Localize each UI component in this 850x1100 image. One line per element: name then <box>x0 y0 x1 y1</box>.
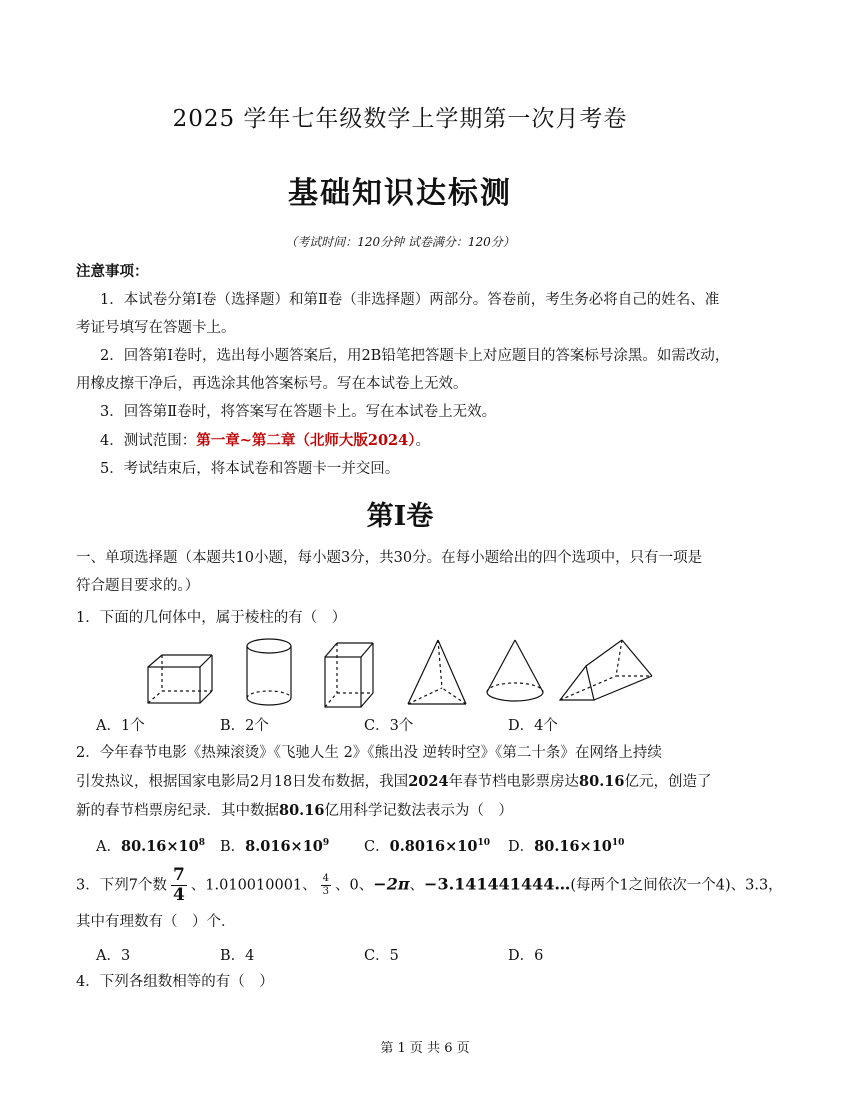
q3-frac2-numerator: 4 <box>322 873 330 884</box>
q3-fraction-4-3 <box>321 874 331 897</box>
q3-num-7: (每两个1之间依次一个4)、3.3， <box>570 877 783 894</box>
note-2-line-1: 2．回答第Ⅰ卷时，选出每小题答案后，用2B铅笔把答题卡上对应题目的答案标号涂黑。如需改动， <box>100 348 730 364</box>
q2-amount-2: 80.16 <box>279 802 325 819</box>
q2-year: 2024 <box>408 773 449 790</box>
q2-option-c-exp: 10 <box>477 838 490 849</box>
q2-line-2-e: 亿元，创造了 <box>624 774 712 790</box>
exam-info: （考试时间：120分钟 试卷满分：120分） <box>285 235 515 249</box>
q1-option-a[interactable]: A．1个 <box>96 718 145 734</box>
q1-stem: 1．下面的几何体中，属于棱柱的有（ ） <box>76 610 347 626</box>
q2-line-3-a: 新的春节档票房纪录．其中数据 <box>76 803 279 819</box>
q2-option-d-base: 80.16×10 <box>534 838 612 855</box>
q2-option-d-exp: 10 <box>611 838 625 849</box>
q2-option-a-exp: 8 <box>198 838 205 849</box>
q2-line-3 <box>76 801 513 821</box>
note-4-suffix: 。 <box>415 433 430 449</box>
q3-sep-1: 、 <box>302 877 317 894</box>
q3-option-a[interactable]: A．3 <box>96 948 131 964</box>
notes-heading: 注意事项： <box>76 263 149 280</box>
q2-option-c-letter: C． <box>364 839 390 855</box>
q3-num-5: 、 <box>409 877 425 894</box>
part1-line-1: 一、单项选择题（本题共10小题，每小题3分，共30分。在每小题给出的四个选项中，只有一项是 <box>76 550 703 566</box>
q3-num-3: 、0、 <box>335 877 374 894</box>
q2-option-b-letter: B． <box>220 839 246 855</box>
q2-option-b[interactable] <box>220 835 329 856</box>
q2-line-3-c: 亿用科学记数法表示为（ ） <box>324 803 513 819</box>
q2-option-c[interactable] <box>364 835 490 856</box>
q2-option-b-exp: 9 <box>322 838 330 849</box>
q4-stem: 4．下列各组数相等的有（ ） <box>76 974 274 990</box>
test-range: 第一章~第二章（北师大版2024） <box>196 432 416 449</box>
square-prism-icon <box>325 643 375 709</box>
q1-option-b[interactable]: B．2个 <box>220 718 269 734</box>
q2-line-2-c: 年春节档电影票房达 <box>448 774 580 790</box>
q1-option-c[interactable]: C．3个 <box>364 718 414 734</box>
q3-fraction-7-4 <box>171 867 187 904</box>
q2-line-2 <box>76 772 711 792</box>
q2-line-1: 2．今年春节电影《热辣滚烫》《飞驰人生 2》《熊出没 逆转时空》《第二十条》在网络上持续 <box>76 745 662 761</box>
q2-option-c-base: 0.8016×10 <box>389 838 478 855</box>
q3-frac1-numerator: 7 <box>172 865 185 885</box>
exam-title: 2025 学年七年级数学上学期第一次月考卷 <box>172 106 628 132</box>
q3-option-c[interactable]: C．5 <box>364 948 399 964</box>
note-5: 5．考试结束后，将本试卷和答题卡一并交回。 <box>100 461 400 477</box>
cylinder-icon <box>246 638 292 708</box>
q3-option-b[interactable]: B．4 <box>220 948 255 964</box>
cone-icon <box>486 640 546 706</box>
q2-option-d-letter: D． <box>508 839 535 855</box>
q3-num-2: 、1.010010001 <box>190 877 303 894</box>
q3-option-d[interactable]: D．6 <box>508 948 544 964</box>
q2-option-b-base: 8.016×10 <box>245 838 323 855</box>
note-4-prefix: 4．测试范围： <box>100 433 197 449</box>
q2-line-2-a: 引发热议，根据国家电影局2月18日发布数据，我国 <box>76 774 409 790</box>
section-title: 第I卷 <box>366 501 434 532</box>
q1-option-d[interactable]: D．4个 <box>508 718 558 734</box>
note-3: 3．回答第Ⅱ卷时，将答案写在答题卡上。写在本试卷上无效。 <box>100 404 497 420</box>
triangular-prism-icon <box>560 640 656 706</box>
q3-num-6: −3.141441444… <box>424 874 571 894</box>
exam-subtitle: 基础知识达标测 <box>288 176 512 211</box>
q2-option-d[interactable] <box>508 835 624 856</box>
note-2-line-2: 用橡皮擦干净后，再选涂其他答案标号。写在本试卷上无效。 <box>76 376 468 392</box>
q2-amount: 80.16 <box>579 773 625 790</box>
q3-line-1 <box>76 867 783 904</box>
q3-frac1-denominator: 4 <box>172 885 185 905</box>
cuboid-icon <box>148 655 214 705</box>
triangular-pyramid-icon <box>408 640 468 706</box>
page-footer: 第 1 页 共 6 页 <box>380 1041 470 1056</box>
note-1-line-2: 考证号填写在答题卡上。 <box>76 320 236 336</box>
q2-option-a[interactable] <box>96 835 205 856</box>
part1-line-2: 符合题目要求的。） <box>76 578 200 594</box>
note-4 <box>100 431 430 451</box>
note-1-line-1: 1．本试卷分第Ⅰ卷（选择题）和第Ⅱ卷（非选择题）两部分。答卷前，考生务必将自己的姓名、准 <box>100 292 720 308</box>
q3-num-4: −2π <box>373 874 410 894</box>
q2-option-a-letter: A． <box>96 839 121 855</box>
q2-option-a-base: 80.16×10 <box>120 838 199 855</box>
q3-line-2: 其中有理数有（ ）个． <box>76 914 236 930</box>
q3-prefix: 3．下列7个数 <box>76 877 167 894</box>
q3-frac2-denominator: 3 <box>322 886 330 897</box>
